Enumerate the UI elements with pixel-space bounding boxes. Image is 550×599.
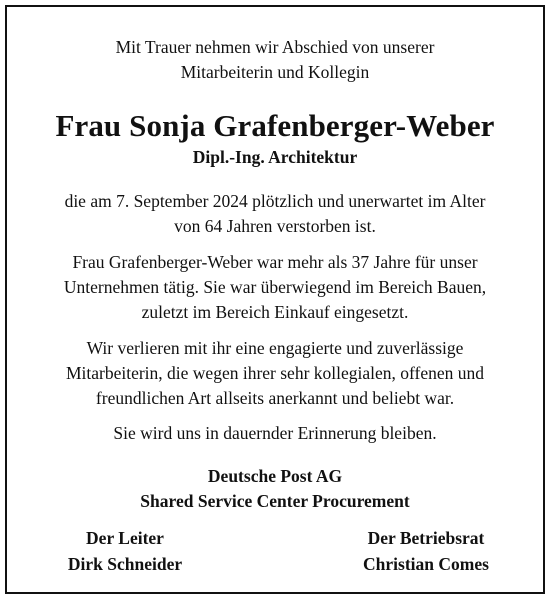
signature-role: Der Betriebsrat bbox=[367, 528, 485, 548]
obituary-frame bbox=[5, 5, 545, 594]
deceased-degree: Dipl.-Ing. Architektur bbox=[192, 147, 358, 167]
signature-name: Christian Comes bbox=[363, 554, 489, 574]
intro-text bbox=[7, 35, 543, 85]
paragraph-remembrance bbox=[7, 421, 543, 446]
intro-line: Mit Trauer nehmen wir Abschied von unserer bbox=[115, 37, 435, 57]
signature-right bbox=[336, 525, 516, 577]
paragraph-death-notice bbox=[7, 189, 543, 239]
paragraph-career bbox=[7, 250, 543, 325]
intro-line: Mitarbeiterin und Kollegin bbox=[180, 62, 370, 82]
company-unit: Shared Service Center Procurement bbox=[140, 491, 410, 511]
deceased-name: Frau Sonja Grafenberger-Weber bbox=[55, 108, 495, 143]
paragraph-line: Wir verlieren mit ihr eine engagierte und zuverlässige bbox=[86, 338, 464, 358]
paragraph-line: Unternehmen tätig. Sie war überwiegend im Bereich Bauen, bbox=[63, 277, 487, 297]
obituary-content bbox=[7, 7, 543, 592]
paragraph-line: die am 7. September 2024 plötzlich und unerwartet im Alter bbox=[64, 191, 486, 211]
signature-name: Dirk Schneider bbox=[67, 554, 183, 574]
paragraph-line: freundlichen Art allseits anerkannt und beliebt war. bbox=[95, 388, 455, 408]
paragraph-line: zuletzt im Bereich Einkauf eingesetzt. bbox=[141, 302, 409, 322]
company-block bbox=[7, 464, 543, 514]
paragraph-line: Frau Grafenberger-Weber war mehr als 37 Jahre für unser bbox=[72, 252, 478, 272]
paragraph-line: von 64 Jahren verstorben ist. bbox=[174, 216, 376, 236]
signature-role: Der Leiter bbox=[86, 528, 164, 548]
paragraph-line: Mitarbeiterin, die wegen ihrer sehr kollegialen, offenen und bbox=[65, 363, 485, 383]
paragraph-line: Sie wird uns in dauernder Erinnerung bleiben. bbox=[113, 423, 437, 443]
signature-left bbox=[40, 525, 210, 577]
company-name: Deutsche Post AG bbox=[207, 466, 343, 486]
paragraph-tribute bbox=[7, 336, 543, 411]
